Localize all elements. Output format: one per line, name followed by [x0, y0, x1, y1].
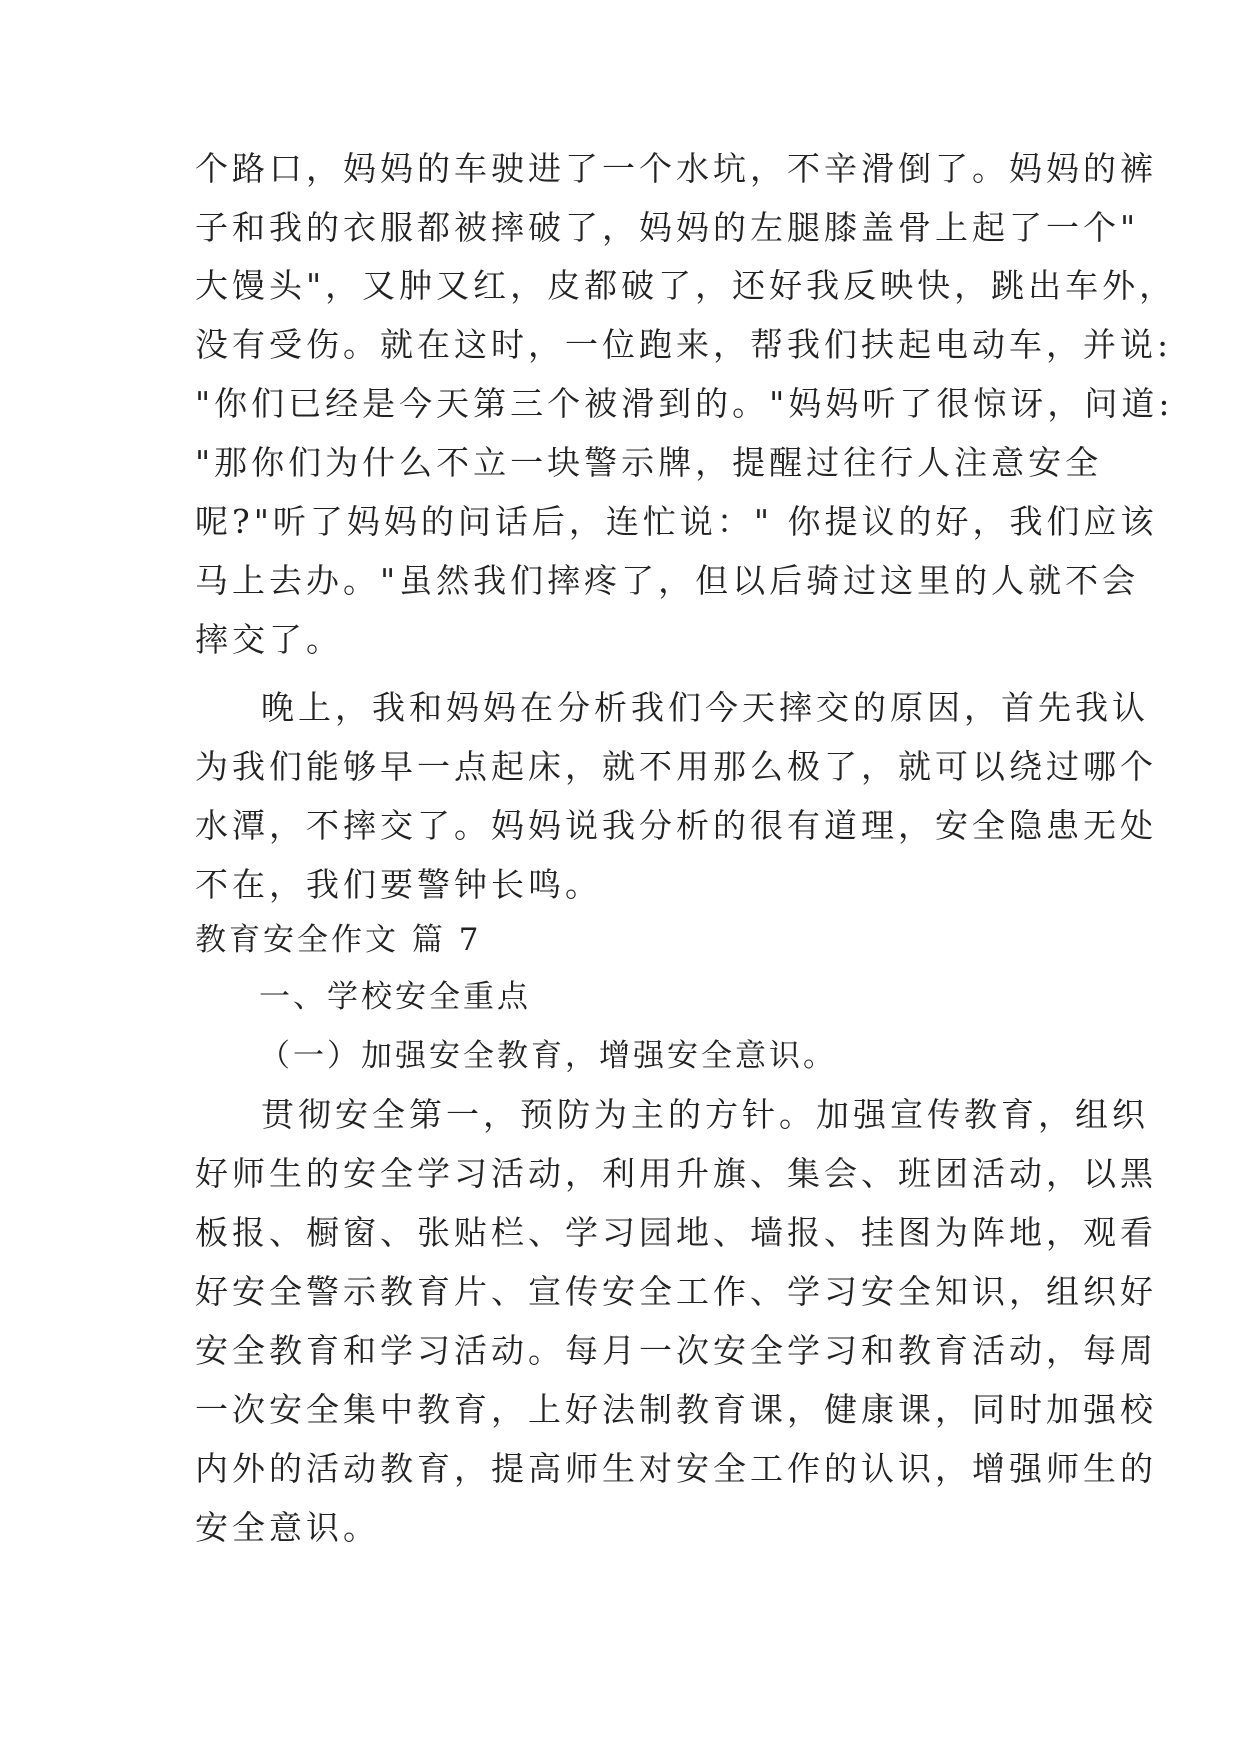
text-line: 不在，我们要警钟长鸣。	[195, 865, 602, 904]
text-line: 贯彻安全第一，预防为主的方针。加强宣传教育，组织	[261, 1095, 1149, 1134]
text-line: 呢?"听了妈妈的问话后，连忙说：" 你提议的好，我们应该	[195, 502, 1158, 541]
text-line: 安全教育和学习活动。每月一次安全学习和教育活动，每周	[195, 1331, 1157, 1370]
text-line: 板报、橱窗、张贴栏、学习园地、墙报、挂图为阵地，观看	[195, 1213, 1157, 1252]
text-line: 马上去办。"虽然我们摔疼了，但以后骑过这里的人就不会	[195, 561, 1140, 600]
text-line: 安全意识。	[195, 1508, 380, 1547]
text-line: 大馒头"，又肿又红，皮都破了，还好我反映快，跳出车外，	[195, 266, 1177, 305]
text-line: 一次安全集中教育，上好法制教育课，健康课，同时加强校	[195, 1390, 1157, 1429]
text-line: 好安全警示教育片、宣传安全工作、学习安全知识，组织好	[195, 1272, 1157, 1311]
subheading-safety-education: （一）加强安全教育，增强安全意识。	[259, 1038, 837, 1074]
text-line: 没有受伤。就在这时，一位跑来，帮我们扶起电动车，并说:	[195, 325, 1173, 364]
text-line: 子和我的衣服都被摔破了，妈妈的左腿膝盖骨上起了一个"	[195, 208, 1140, 247]
text-line: 好师生的安全学习活动，利用升旗、集会、班团活动，以黑	[195, 1154, 1157, 1193]
text-line: 为我们能够早一点起床，就不用那么极了，就可以绕过哪个	[195, 747, 1157, 786]
text-line: "那你们为什么不立一块警示牌，提醒过往行人注意安全	[195, 443, 1103, 482]
text-line: 内外的活动教育，提高师生对安全工作的认识，增强师生的	[195, 1449, 1157, 1488]
text-line: 摔交了。	[195, 620, 343, 659]
text-line: "你们已经是今天第三个被滑到的。"妈妈听了很惊讶，问道:	[195, 384, 1174, 423]
text-line: 个路口，妈妈的车驶进了一个水坑，不辛滑倒了。妈妈的裤	[195, 149, 1157, 188]
text-line: 水潭，不摔交了。妈妈说我分析的很有道理，安全隐患无处	[195, 806, 1157, 845]
subheading-school-safety: 一、学校安全重点	[259, 979, 531, 1015]
text-line: 晚上，我和妈妈在分析我们今天摔交的原因，首先我认	[261, 688, 1149, 727]
section-title: 教育安全作文 篇 7	[195, 922, 482, 958]
